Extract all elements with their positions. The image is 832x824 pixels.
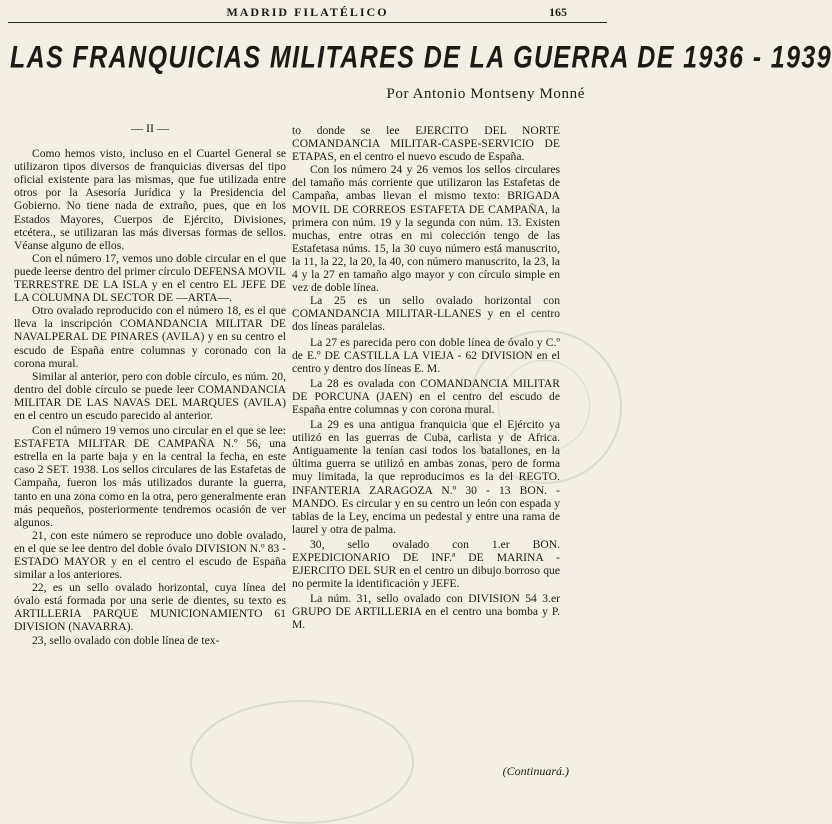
left-column	[14, 118, 286, 647]
paragraph: 21, con este número se reproduce uno doble ovalado, en el que se lee dentro del doble óvalo DIVISION N.º 83 - ESTADO MAYOR y en el centro el escudo de España similar a los anteriores.	[14, 528, 286, 582]
paragraph: La 28 es ovalada con COMANDANCIA MILITAR DE PORCUNA (JAEN) en el centro del escudo de España entre columnas y con corona mural.	[292, 376, 560, 416]
paragraph: to donde se lee EJERCITO DEL NORTE COMANDANCIA MILITAR-CASPE-SERVICIO DE ETAPAS, en el centro el nuevo escudo de España.	[292, 124, 560, 164]
paragraph: Con el número 17, vemos uno doble circular en el que puede leerse dentro del primer círculo DEFENSA MOVIL TERRESTRE DE LA ISLA y en el centro EL JEFE DE LA COLUMNA DL SECTOR DE —ARTA—.	[14, 251, 286, 305]
continuation-note: (Continuará.)	[502, 764, 569, 778]
paragraph: Con el número 19 vemos uno circular en el que se lee: ESTAFETA MILITAR DE CAMPAÑA N.º 56, una estrella en la parte baja y en la central la fecha, en este caso 2 SET. 1938. Los sellos circulares de las Estafetas de Campaña, fueron los más utilizados durante la guerra, tanto en una zona como en la otra, pero generalmente eran más pequeños, posteriormente tendremos ocasión de ver algunos.	[14, 424, 286, 529]
publication-name: MADRID FILATÉLICO	[226, 5, 389, 19]
paragraph: 30, sello ovalado con 1.er BON. EXPEDICIONARIO DE INF.ª DE MARINA - EJERCITO DEL SUR en el centro un dibujo borroso que no permite la identificación y JEFE.	[292, 537, 560, 591]
faint-postmark-stamp-bottom	[190, 700, 414, 824]
paragraph: Como hemos visto, incluso en el Cuartel General se utilizaron tipos diversos de franquicias diversas del tipo oficial existente para las mismas, que fue utilizada entre otros por la Asesoría Jurídica y la Presidencia del Gobierno. No tiene nada de extraño, pues, que en los Estados Mayores, Cuerpos de Ejército, Divisiones, etcétera., se utilizaran las más diversas formas de sellos. Véanse alguno de ellos.	[14, 147, 286, 252]
paragraph: La 29 es una antigua franquicia que el Ejército ya utilizó en las guerras de Cuba, carlista y de Africa. Antiguamente la tenían casi todos los batallones, en la última guerra se utilizó en ambas zonas, pero de forma muy limitada, la que reproducimos es la del REGTO. INFANTERIA ZARAGOZA N.º 30 - 13 BON. - MANDO. Es circular y en su centro un león con espada y tablas de la Ley, encima un pedestal y entre una rama de laurel y otra de palma.	[292, 418, 560, 536]
right-column	[292, 124, 560, 632]
section-number: — II —	[131, 121, 169, 135]
author-byline: Por Antonio Montseny Monné	[386, 86, 585, 102]
page-number: 165	[549, 5, 567, 19]
paragraph: Con los número 24 y 26 vemos los sellos circulares del tamaño más corriente que utilizaron las Estafetas de Campaña, ambas llevan el mismo texto: BRIGADA MOVIL DE CORREOS ESTAFETA DE CAMPAÑA, la primera con núm. 19 y la segunda con núm. 13. Existen muchas, entre otras en mi colección tengo de las Estafetasa núms. 15, la 30 cuyo número está manuscrito, la 11, la 22, la 20, la 40, con número manuscrito, la 23, la 4 y la 27 en tamaño algo mayor y con círculo simple en vez de doble línea.	[292, 163, 560, 295]
paragraph: Similar al anterior, pero con doble círculo, es núm. 20, dentro del doble círculo se puede leer COMANDANCIA MILITAR DE LAS NAVAS DEL MARQUES (AVILA) en el centro un escudo parecido al anterior.	[14, 369, 286, 422]
paragraph: Otro ovalado reproducido con el número 18, es el que lleva la inscripción COMANDANCIA MILITAR DE NAVALPERAL DE PINARES (AVILA) y en su centro el escudo de España entre columnas y coronado con la corona mural.	[14, 304, 286, 370]
paragraph: 22, es un sello ovalado horizontal, cuya línea del óvalo está formada por una serie de dientes, su texto es ARTILLERIA PARQUE MUNICIONAMIENTO 61 DIVISION (NAVARRA).	[14, 581, 286, 634]
paragraph: La 27 es parecida pero con doble línea de óvalo y C.º de E.º DE CASTILLA LA VIEJA - 62 DIVISION en el centro y dentro dos líneas E. M.	[292, 335, 560, 375]
running-header	[8, 4, 607, 23]
paragraph: La núm. 31, sello ovalado con DIVISION 54 3.er GRUPO DE ARTILLERIA en el centro una bomba y P. M.	[292, 592, 560, 632]
paragraph: 23, sello ovalado con doble línea de tex-	[32, 633, 220, 647]
article-title: LAS FRANQUICIAS MILITARES DE LA GUERRA DE 1936 - 1939	[10, 40, 832, 75]
paragraph: La 25 es un sello ovalado horizontal con COMANDANCIA MILITAR-LLANES y en el centro dos líneas paralelas.	[292, 294, 560, 334]
